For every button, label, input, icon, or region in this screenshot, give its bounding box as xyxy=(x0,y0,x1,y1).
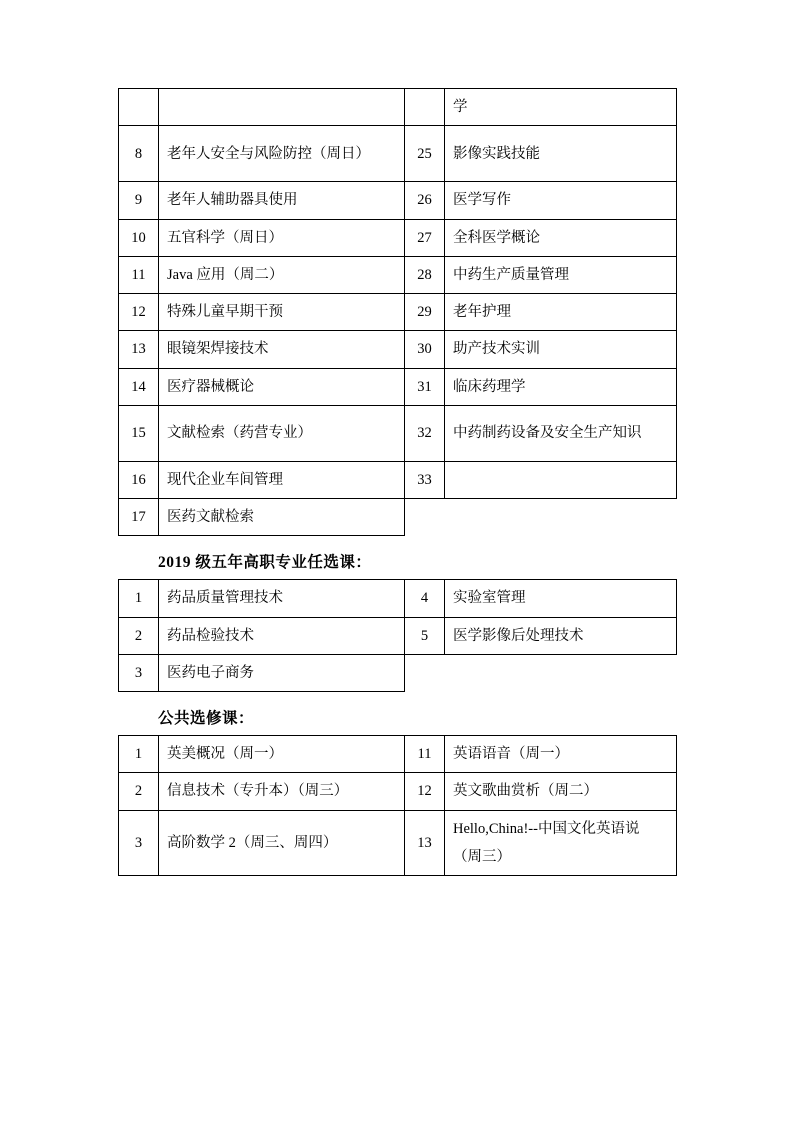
section-title-vocational: 2019 级五年高职专业任选课： xyxy=(158,554,372,572)
vocational-elective-table xyxy=(118,579,677,692)
row-number-right: 12 xyxy=(405,773,445,810)
row-number-right: 31 xyxy=(405,368,445,405)
course-name-left: 特殊儿童早期干预 xyxy=(159,294,405,331)
row-number-left: 16 xyxy=(119,461,159,498)
course-name-left: 文献检索（药营专业） xyxy=(159,405,405,461)
table-row xyxy=(119,89,677,126)
course-name-right: 医学写作 xyxy=(445,182,677,219)
course-name-right: 全科医学概论 xyxy=(445,219,677,256)
row-number-right: 4 xyxy=(405,580,445,617)
table-row xyxy=(119,736,677,773)
table-row xyxy=(119,368,677,405)
row-number-left: 2 xyxy=(119,617,159,654)
row-number-left: 3 xyxy=(119,810,159,876)
course-name-left: 五官科学（周日） xyxy=(159,219,405,256)
row-number-right: 28 xyxy=(405,256,445,293)
course-name-left: 老年人安全与风险防控（周日） xyxy=(159,126,405,182)
course-name-right xyxy=(445,461,677,498)
row-number-right: 26 xyxy=(405,182,445,219)
course-name-left: 药品检验技术 xyxy=(159,617,405,654)
course-name-right: 影像实践技能 xyxy=(445,126,677,182)
course-name-left: 医疗器械概论 xyxy=(159,368,405,405)
row-number-right: 11 xyxy=(405,736,445,773)
course-name-left: 英美概况（周一） xyxy=(159,736,405,773)
public-elective-table xyxy=(118,735,677,876)
row-number-right: 33 xyxy=(405,461,445,498)
course-name-left: 医药文献检索 xyxy=(159,499,405,536)
table-row xyxy=(119,182,677,219)
row-number-left: 14 xyxy=(119,368,159,405)
section-title-public: 公共选修课： xyxy=(158,710,255,728)
course-name-right: 中药生产质量管理 xyxy=(445,256,677,293)
table-row xyxy=(119,499,677,536)
course-name-right: 英语语音（周一） xyxy=(445,736,677,773)
row-number-right: 32 xyxy=(405,405,445,461)
row-number-right: 29 xyxy=(405,294,445,331)
row-number-left: 12 xyxy=(119,294,159,331)
row-number-right: 27 xyxy=(405,219,445,256)
table-row xyxy=(119,219,677,256)
row-number-right: 13 xyxy=(405,810,445,876)
row-number-right: 25 xyxy=(405,126,445,182)
course-name-left: 药品质量管理技术 xyxy=(159,580,405,617)
table-row xyxy=(119,331,677,368)
row-number-left xyxy=(119,89,159,126)
row-number-left: 3 xyxy=(119,654,159,691)
row-number-left: 1 xyxy=(119,580,159,617)
row-number-right: 5 xyxy=(405,617,445,654)
course-name-right: 英文歌曲赏析（周二） xyxy=(445,773,677,810)
course-name-right: 助产技术实训 xyxy=(445,331,677,368)
row-number-left: 9 xyxy=(119,182,159,219)
row-number-left: 10 xyxy=(119,219,159,256)
table-row xyxy=(119,405,677,461)
course-name-left: 高阶数学 2（周三、周四） xyxy=(159,810,405,876)
course-name-right: 实验室管理 xyxy=(445,580,677,617)
table-row xyxy=(119,654,677,691)
table-row xyxy=(119,617,677,654)
row-number-left: 2 xyxy=(119,773,159,810)
course-name-right: 中药制药设备及安全生产知识 xyxy=(445,405,677,461)
table-row xyxy=(119,810,677,876)
row-number-left: 17 xyxy=(119,499,159,536)
row-number-left: 1 xyxy=(119,736,159,773)
table-row xyxy=(119,580,677,617)
row-number-right: 30 xyxy=(405,331,445,368)
course-name-right: 学 xyxy=(445,89,677,126)
course-name-left: 信息技术（专升本）（周三） xyxy=(159,773,405,810)
table-row xyxy=(119,294,677,331)
course-name-left: 眼镜架焊接技术 xyxy=(159,331,405,368)
course-name-right: 老年护理 xyxy=(445,294,677,331)
row-number-left: 13 xyxy=(119,331,159,368)
elective-course-table-top xyxy=(118,88,677,536)
course-name-left: 老年人辅助器具使用 xyxy=(159,182,405,219)
row-number-left: 8 xyxy=(119,126,159,182)
course-name-left: 现代企业车间管理 xyxy=(159,461,405,498)
course-name-right: 临床药理学 xyxy=(445,368,677,405)
course-name-left xyxy=(159,89,405,126)
table-row xyxy=(119,126,677,182)
row-number-right xyxy=(405,89,445,126)
course-name-left: 医药电子商务 xyxy=(159,654,405,691)
course-name-left: Java 应用（周二） xyxy=(159,256,405,293)
course-name-right: Hello,China!--中国文化英语说（周三） xyxy=(445,810,677,876)
course-name-right: 医学影像后处理技术 xyxy=(445,617,677,654)
row-number-left: 11 xyxy=(119,256,159,293)
row-number-left: 15 xyxy=(119,405,159,461)
table-row xyxy=(119,773,677,810)
table-row xyxy=(119,461,677,498)
table-row xyxy=(119,256,677,293)
